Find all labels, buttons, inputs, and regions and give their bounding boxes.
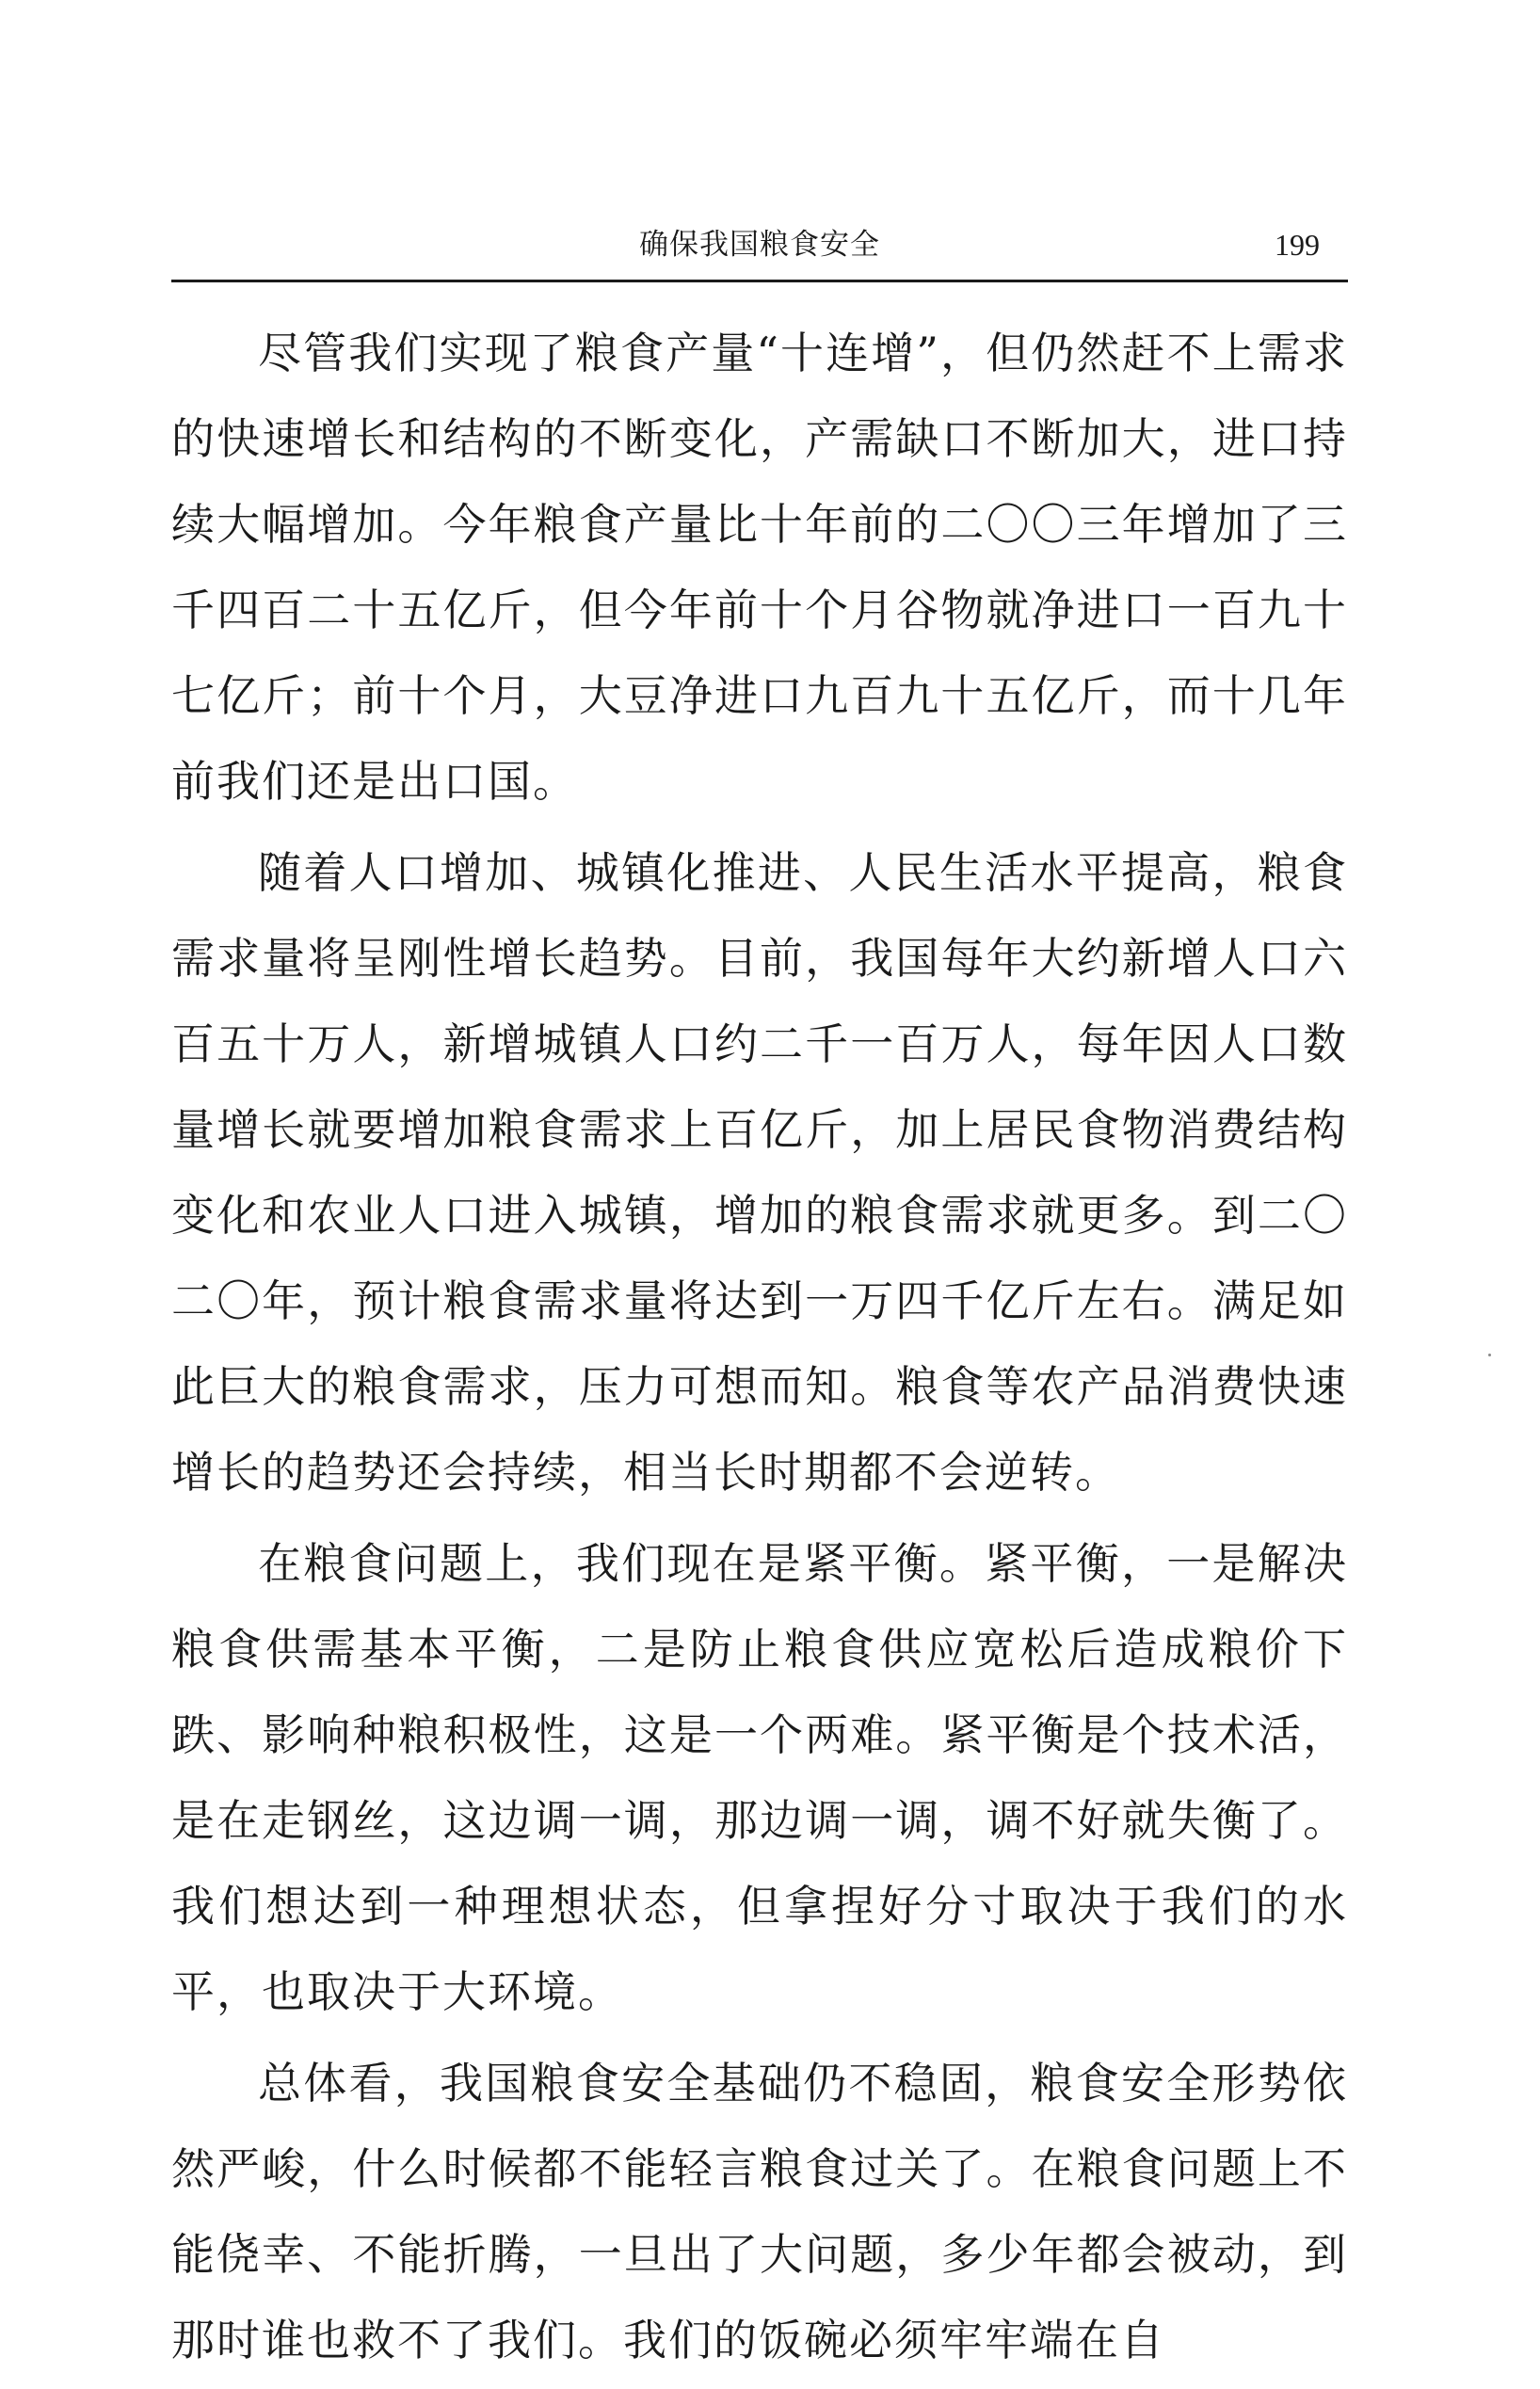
body-text xyxy=(171,311,1348,2389)
paragraph: 总体看，我国粮食安全基础仍不稳固，粮食安全形势依然严峻，什么时候都不能轻言粮食过关了。在粮食问题上不能侥幸、不能折腾，一旦出了大问题，多少年都会被动，到那时谁也救不了我们。我们的饭碗必须牢牢端在自 xyxy=(171,2058,1348,2365)
scan-speck xyxy=(1488,1354,1491,1356)
paragraph: 随着人口增加、城镇化推进、人民生活水平提高，粮食需求量将呈刚性增长趋势。目前，我国每年大约新增人口六百五十万人，新增城镇人口约二千一百万人，每年因人口数量增长就要增加粮食需求上百亿斤，加上居民食物消费结构变化和农业人口进入城镇，增加的粮食需求就更多。到二〇二〇年，预计粮食需求量将达到一万四千亿斤左右。满足如此巨大的粮食需求，压力可想而知。粮食等农产品消费快速增长的趋势还会持续，相当长时期都不会逆转。 xyxy=(171,847,1348,1498)
paragraph: 尽管我们实现了粮食产量“十连增”，但仍然赶不上需求的快速增长和结构的不断变化，产需缺口不断加大，进口持续大幅增加。今年粮食产量比十年前的二〇〇三年增加了三千四百二十五亿斤，但今年前十个月谷物就净进口一百九十七亿斤；前十个月，大豆净进口九百九十五亿斤，而十几年前我们还是出口国。 xyxy=(171,328,1348,807)
running-header xyxy=(171,218,1348,277)
page-number: 199 xyxy=(1275,228,1320,262)
paragraph: 在粮食问题上，我们现在是紧平衡。紧平衡，一是解决粮食供需基本平衡，二是防止粮食供应宽松后造成粮价下跌、影响种粮积极性，这是一个两难。紧平衡是个技术活，是在走钢丝，这边调一调，那边调一调，调不好就失衡了。我们想达到一种理想状态，但拿捏好分寸取决于我们的水平，也取决于大环境。 xyxy=(171,1538,1348,2017)
header-rule xyxy=(171,280,1348,282)
running-title: 确保我国粮食安全 xyxy=(639,228,880,262)
